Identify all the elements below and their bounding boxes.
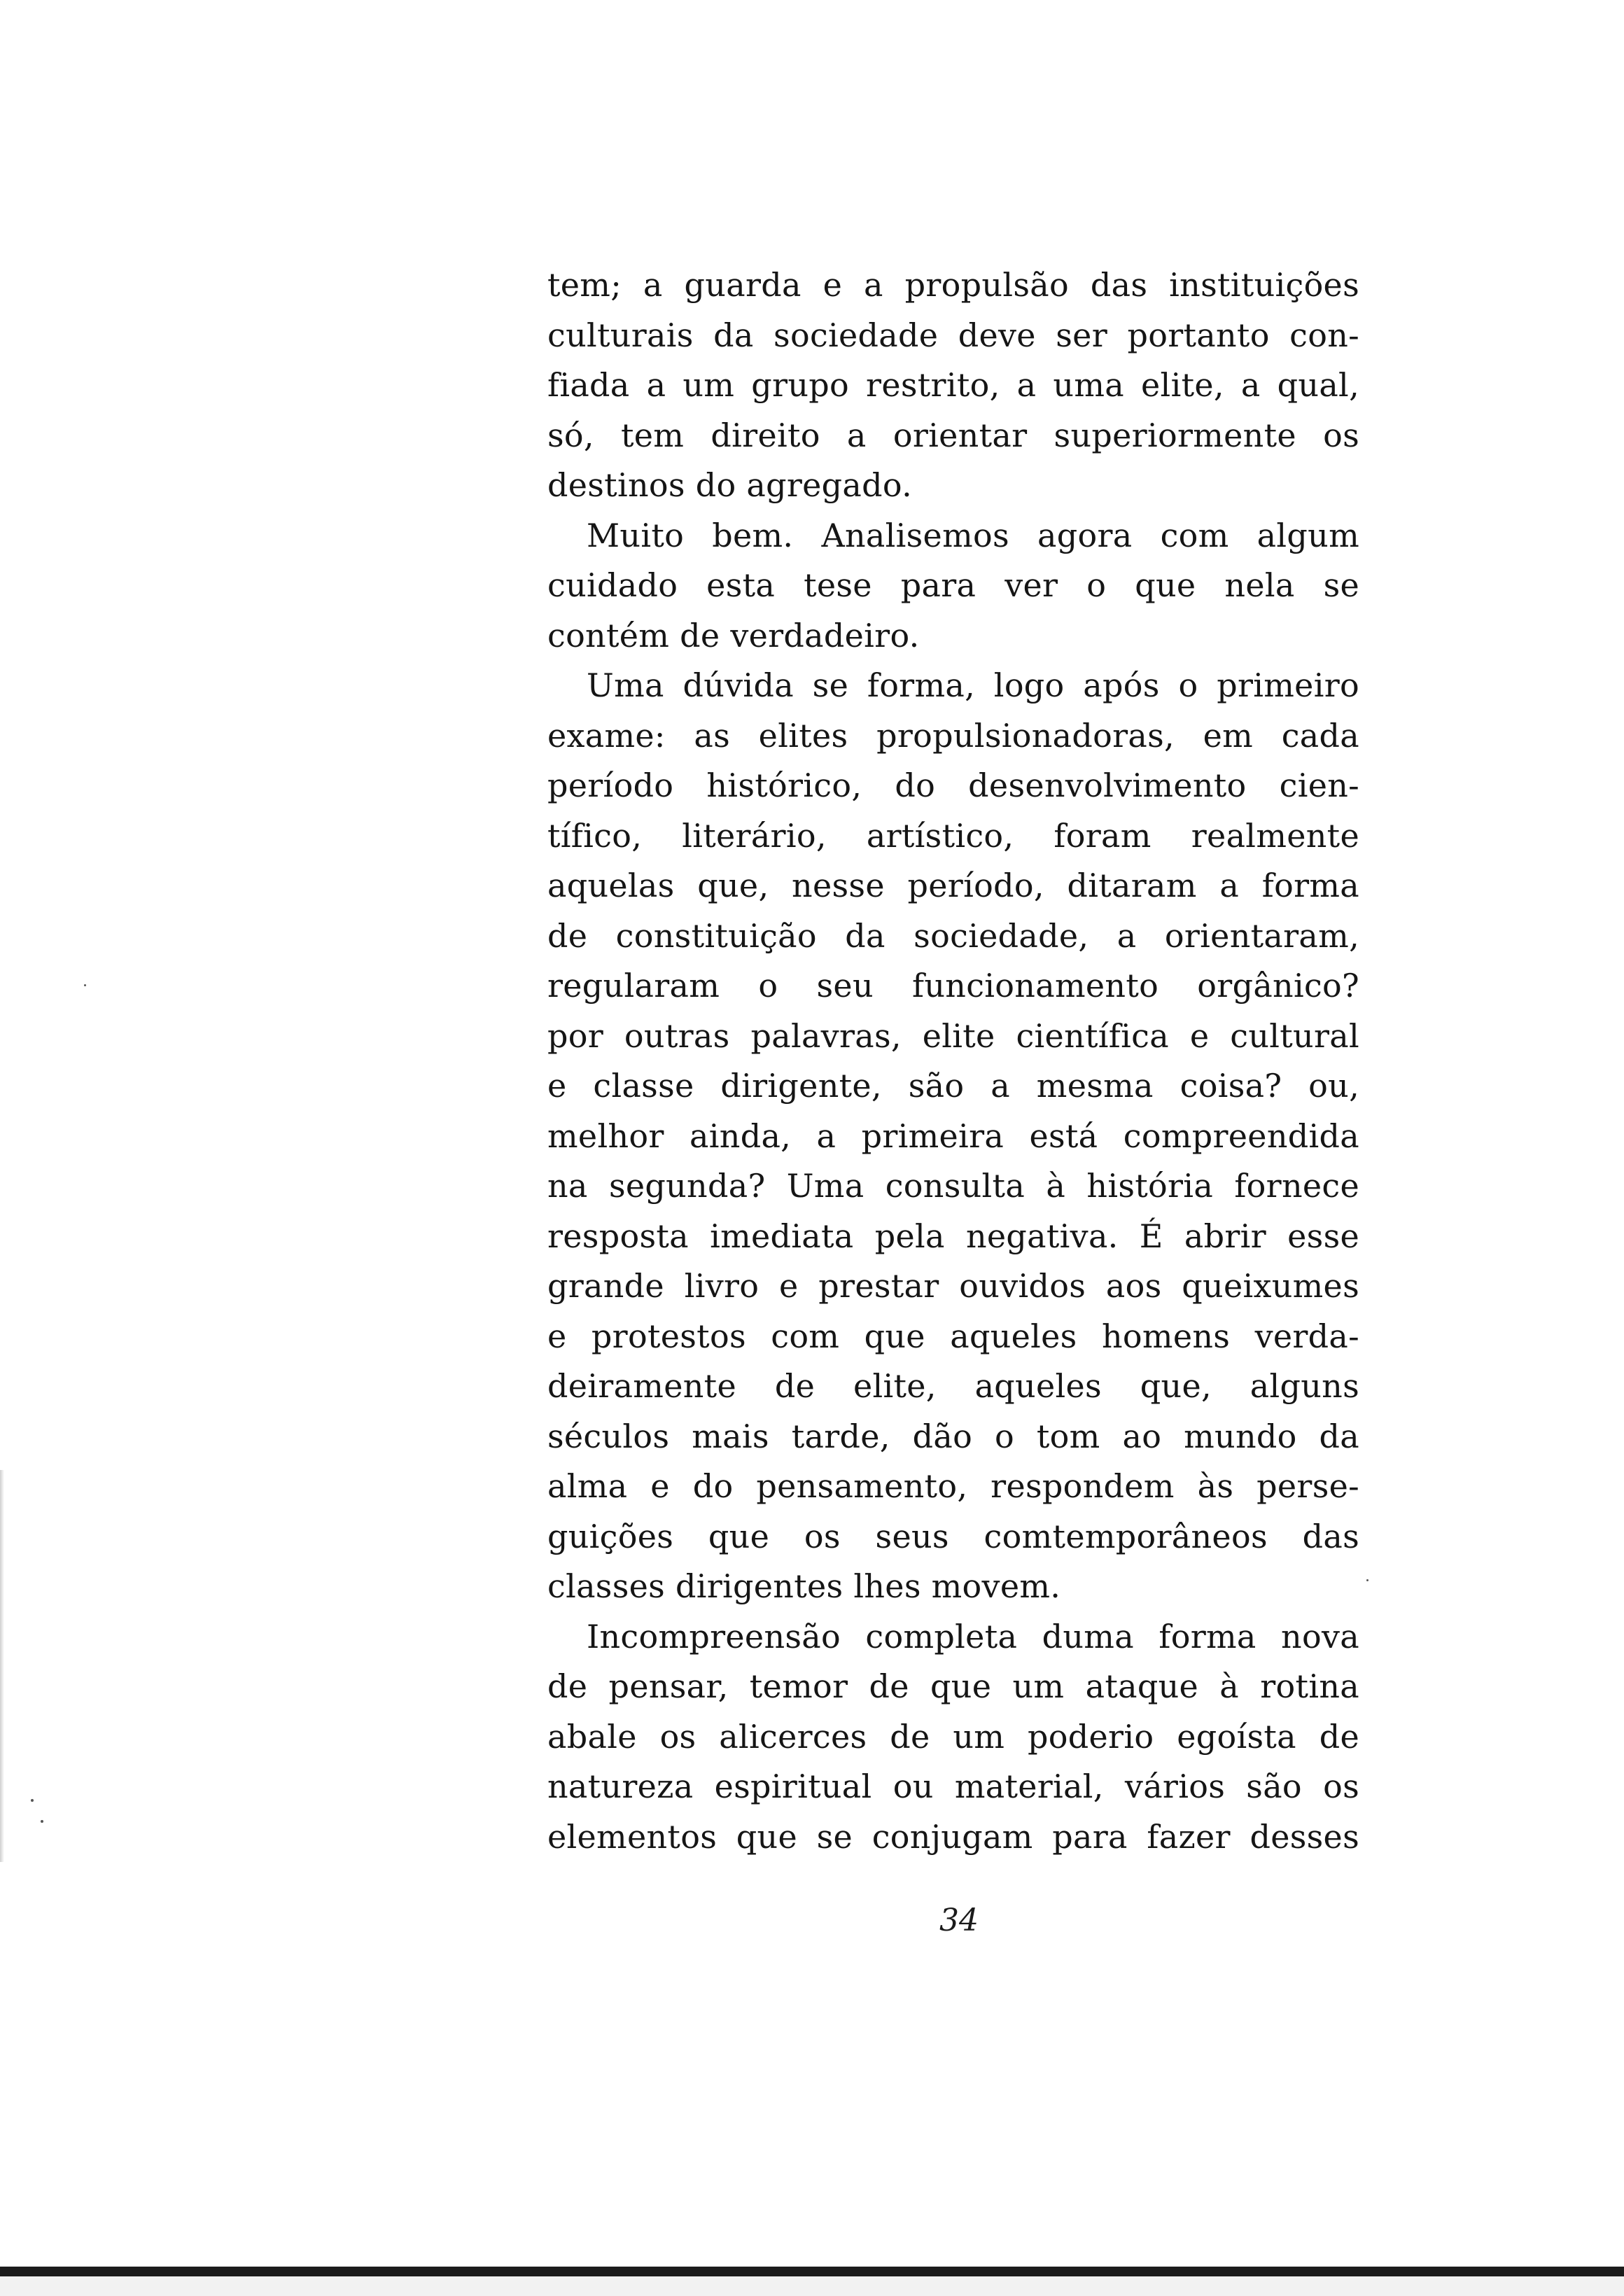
body-text bbox=[547, 260, 1359, 1862]
scan-bottom-margin bbox=[0, 2276, 1624, 2296]
scan-bottom-edge bbox=[0, 2267, 1624, 2276]
text-line: Muito bem. Analisemos agora com algum bbox=[587, 516, 1359, 554]
text-line: deiramente de elite, aqueles que, alguns bbox=[547, 1367, 1359, 1405]
text-line: exame: as elites propulsionadoras, em cada bbox=[547, 716, 1359, 755]
scan-speck bbox=[84, 984, 86, 986]
text-line: melhor ainda, a primeira está compreendida bbox=[547, 1116, 1359, 1155]
text-line: só, tem direito a orientar superiormente os bbox=[547, 416, 1359, 454]
text-line: Incompreensão completa duma forma nova bbox=[587, 1617, 1359, 1656]
paragraph bbox=[547, 260, 1359, 511]
scan-speck bbox=[41, 1820, 43, 1823]
text-line: culturais da sociedade deve ser portanto con- bbox=[547, 316, 1359, 354]
text-line: na segunda? Uma consulta à história fornece bbox=[547, 1167, 1359, 1205]
text-line: elementos que se conjugam para fazer desses bbox=[547, 1817, 1359, 1856]
text-line: classes dirigentes lhes movem. bbox=[547, 1567, 1061, 1605]
text-line: de constituição da sociedade, a orientaram, bbox=[547, 916, 1359, 955]
text-line: guições que os seus comtemporâneos das bbox=[547, 1517, 1359, 1555]
text-line: cuidado esta tese para ver o que nela se bbox=[547, 566, 1359, 604]
text-line: tífico, literário, artístico, foram realmente bbox=[547, 816, 1359, 855]
text-line: destinos do agregado. bbox=[547, 466, 912, 504]
text-line: séculos mais tarde, dão o tom ao mundo da bbox=[547, 1417, 1359, 1455]
scan-speck bbox=[1366, 1579, 1368, 1581]
text-line: aquelas que, nesse período, ditaram a forma bbox=[547, 867, 1359, 904]
text-line: natureza espiritual ou material, vários são os bbox=[547, 1768, 1359, 1805]
text-line: fiada a um grupo restrito, a uma elite, a qual, bbox=[547, 366, 1359, 404]
scan-margin-shadow bbox=[0, 1470, 4, 1862]
text-line: regularam o seu funcionamento orgânico? bbox=[547, 967, 1359, 1004]
paragraph bbox=[547, 661, 1359, 1612]
text-line: período histórico, do desenvolvimento cien- bbox=[547, 766, 1359, 804]
text-line: abale os alicerces de um poderio egoísta de bbox=[547, 1717, 1359, 1756]
page-number: 34 bbox=[939, 1903, 979, 1938]
paragraph bbox=[547, 1612, 1359, 1863]
text-line: tem; a guarda e a propulsão das instituições bbox=[547, 266, 1359, 304]
text-line: alma e do pensamento, respondem às perse- bbox=[547, 1467, 1359, 1505]
text-line: contém de verdadeiro. bbox=[547, 616, 920, 654]
scan-speck bbox=[31, 1799, 34, 1802]
text-line: resposta imediata pela negativa. É abrir esse bbox=[547, 1217, 1359, 1255]
text-line: e classe dirigente, são a mesma coisa? ou, bbox=[547, 1067, 1359, 1105]
text-line: por outras palavras, elite científica e cultural bbox=[547, 1016, 1359, 1055]
text-line: Uma dúvida se forma, logo após o primeiro bbox=[587, 666, 1359, 704]
text-line: de pensar, temor de que um ataque à rotina bbox=[547, 1667, 1359, 1705]
paragraph bbox=[547, 511, 1359, 662]
text-line: grande livro e prestar ouvidos aos queixumes bbox=[547, 1267, 1359, 1305]
text-line: e protestos com que aqueles homens verda- bbox=[547, 1317, 1359, 1355]
